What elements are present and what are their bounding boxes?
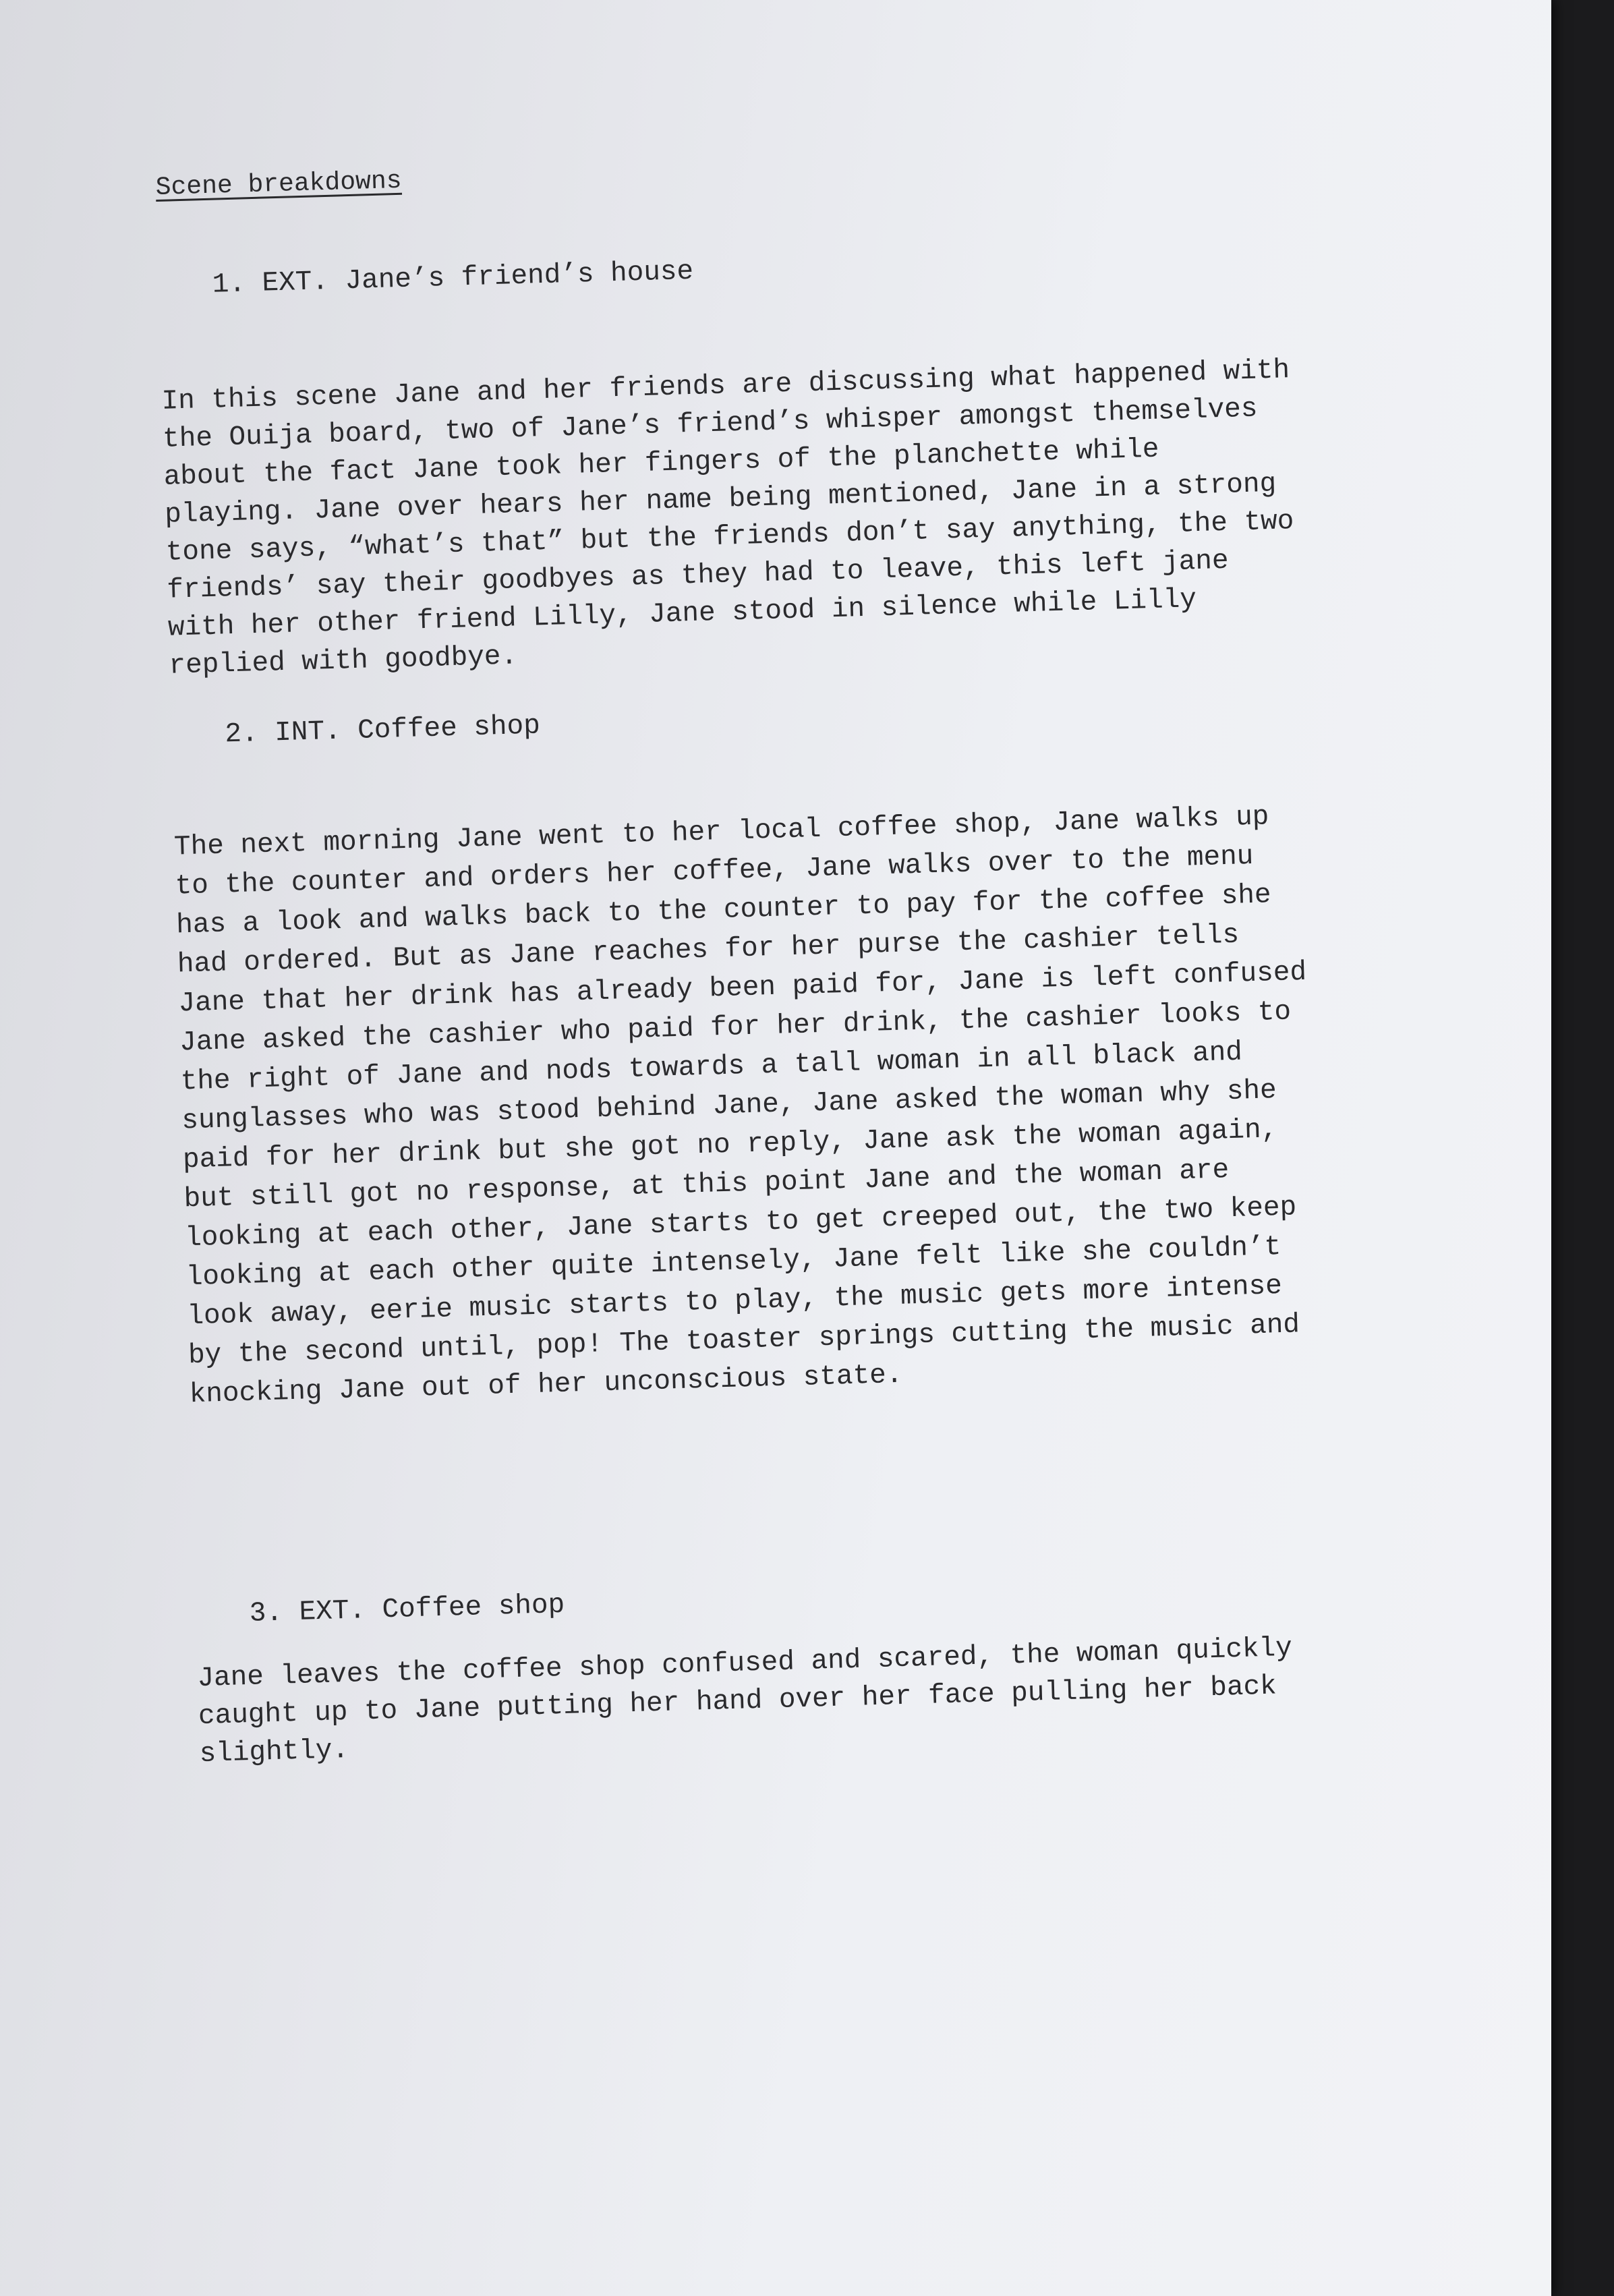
document-body — [155, 132, 1522, 1773]
document-title: Scene breakdowns — [155, 166, 403, 202]
scene-1-heading: 1. EXT. Jane’s friend’s house — [212, 256, 694, 301]
scene-1-description: In this scene Jane and her friends are discussing what happened with the Ouija board, two of Jane’s friend’s whisper amongst themselves about the fact Jane took her fingers of the planchette while playing. Jane over hears her name being mentioned, Jane in a strong tone says, “what’s that” but the friends don’t say anything, the two friends’ say their goodbyes as they had to leave, this left jane with her other friend Lilly, Jane stood in silence while Lilly replied with goodbye. — [161, 355, 1294, 682]
scene-3-description: Jane leaves the coffee shop confused and scared, the woman quickly caught up to Jane putting her hand over her face pulling her back slightly. — [196, 1632, 1293, 1771]
scene-2-heading: 2. INT. Coffee shop — [224, 710, 541, 751]
scene-3-heading: 3. EXT. Coffee shop — [249, 1589, 565, 1630]
scene-2-description: The next morning Jane went to her local coffee shop, Jane walks up to the counter and orders her coffee, Jane walks over to the menu has a look and walks back to the counter to pay for the coffee she had ordered. But as Jane reaches for her purse the cashier tells Jane that her drink has already been paid for, Jane is left confused Jane asked the cashier who paid for her drink, the cashier looks to the right of Jane and nods towards a tall woman in all black and sunglasses who was stood behind Jane, Jane asked the woman why she paid for her drink but she got no reply, Jane ask the woman again, but still got no response, at this point Jane and the woman are looking at each other, Jane starts to get creeped out, the two keep looking at each other quite intensely, Jane felt like she couldn’t look away, eerie music starts to play, the music gets more intense by the second until, pop! The toaster springs cutting the music and knocking Jane out of her unconscious state. — [173, 801, 1307, 1411]
